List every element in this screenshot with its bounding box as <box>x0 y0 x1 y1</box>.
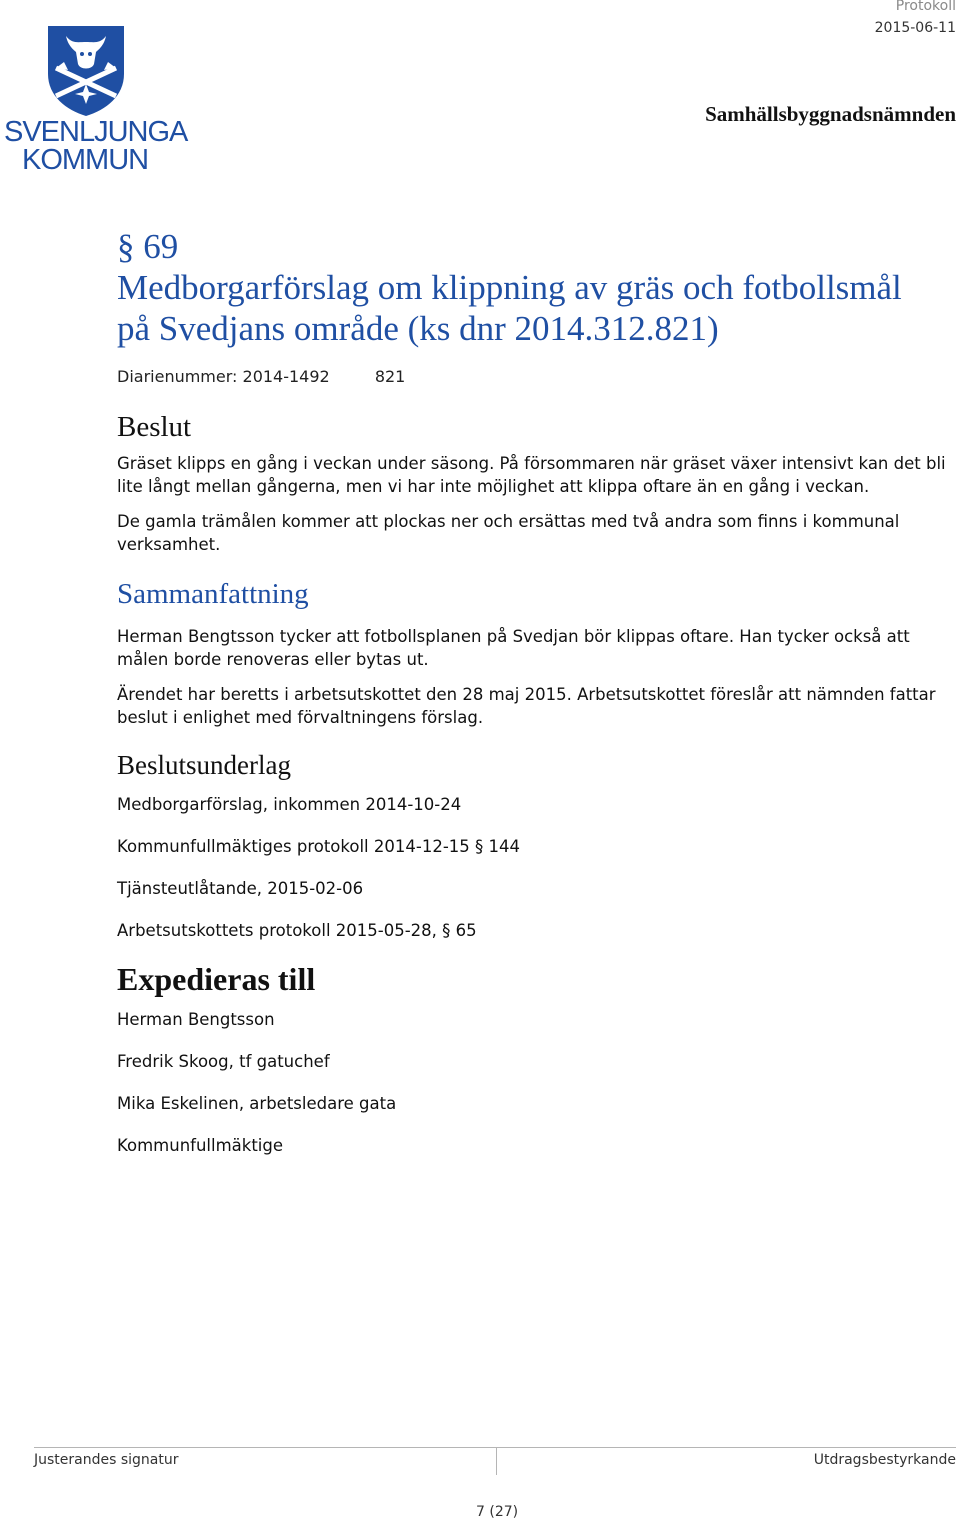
sammanfattning-paragraph-2: Ärendet har beretts i arbetsutskottet den 28 maj 2015. Arbetsutskottet föreslår att nämnden fattar beslut i enlighet med förvaltningens förslag. <box>117 685 936 727</box>
logo-text <box>4 116 188 176</box>
recipient-item: Mika Eskelinen, arbetsledare gata <box>117 1094 397 1113</box>
paragraph-number: § 69 <box>117 227 179 266</box>
extract-label: Utdragsbestyrkande <box>813 1452 956 1468</box>
beslut-paragraph-1: Gräset klipps en gång i veckan under säsong. På försommaren när gräset växer intensivt kan det bli lite långt mellan gångerna, men vi har inte möjlighet att klippa oftare än en gång i veckan. <box>117 454 946 496</box>
expedieras-heading: Expedieras till <box>117 961 316 997</box>
document-date: 2015-06-11 <box>874 20 956 36</box>
footer-rule <box>34 1447 956 1448</box>
underlag-item: Tjänsteutlåtande, 2015-02-06 <box>117 879 364 898</box>
sammanfattning-heading: Sammanfattning <box>117 578 309 610</box>
logo-line-2: KOMMUN <box>22 144 149 176</box>
recipient-item: Kommunfullmäktige <box>117 1136 284 1155</box>
footer-divider <box>496 1447 497 1475</box>
recipient-item: Fredrik Skoog, tf gatuchef <box>117 1052 330 1071</box>
beslutsunderlag-heading: Beslutsunderlag <box>117 750 291 780</box>
logo-line-1: SVENLJUNGA <box>4 116 188 148</box>
beslut-paragraph-2: De gamla trämålen kommer att plockas ner och ersättas med två andra som finns i kommunal verksamhet. <box>117 512 900 554</box>
underlag-item: Medborgarförslag, inkommen 2014-10-24 <box>117 795 462 814</box>
underlag-item: Kommunfullmäktiges protokoll 2014-12-15 § 144 <box>117 837 521 856</box>
recipient-item: Herman Bengtsson <box>117 1010 275 1029</box>
board-name: Samhällsbyggnadsnämnden <box>705 102 956 126</box>
underlag-item: Arbetsutskottets protokoll 2015-05-28, § 65 <box>117 921 477 940</box>
main-content <box>117 226 947 1176</box>
diary-code: 821 <box>374 367 406 386</box>
paragraph-title <box>117 226 947 349</box>
paragraph-title-line-2: på Svedjans område (ks dnr 2014.312.821) <box>117 309 719 348</box>
diary-label: Diarienummer: 2014-1492 <box>117 367 330 386</box>
paragraph-title-line-1: Medborgarförslag om klippning av gräs och fotbollsmål <box>117 268 902 307</box>
signature-label: Justerandes signatur <box>34 1452 179 1468</box>
beslut-heading: Beslut <box>117 411 192 443</box>
diary-number <box>117 367 947 386</box>
coat-of-arms-icon <box>44 22 128 118</box>
page-number: 7 (27) <box>476 1504 519 1520</box>
sammanfattning-paragraph-1: Herman Bengtsson tycker att fotbollsplanen på Svedjan bör klippas oftare. Han tycker också att målen borde renoveras eller bytas ut. <box>117 627 910 669</box>
document-type: Protokoll <box>895 0 956 14</box>
